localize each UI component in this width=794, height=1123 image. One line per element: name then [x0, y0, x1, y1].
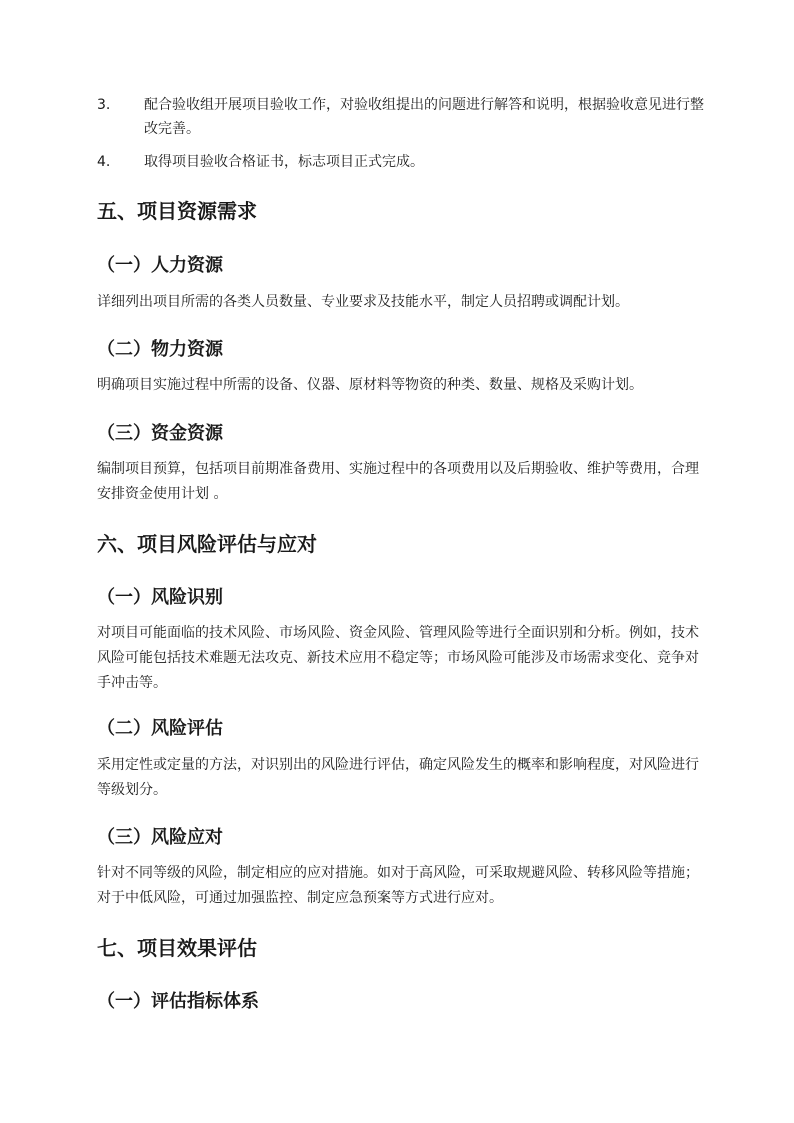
paragraph: 编制项目预算，包括项目前期准备费用、实施过程中的各项费用以及后期验收、维护等费用，合理安排资金使用计划 。: [97, 461, 699, 502]
subsection-heading: （三）资金资源: [97, 423, 223, 444]
paragraph: 采用定性或定量的方法，对识别出的风险进行评估，确定风险发生的概率和影响程度，对风险进行等级划分。: [97, 757, 699, 798]
subsection-heading: （二）风险评估: [97, 718, 223, 739]
paragraph: 明确项目实施过程中所需的设备、仪器、原材料等物资的种类、数量、规格及采购计划。: [97, 377, 643, 393]
section-heading: 五、项目资源需求: [97, 199, 257, 223]
subsection-heading: （二）物力资源: [97, 339, 223, 360]
paragraph: 对项目可能面临的技术风险、市场风险、资金风险、管理风险等进行全面识别和分析。例如，技术风险可能包括技术难题无法攻克、新技术应用不稳定等；市场风险可能涉及市场需求变化、竞争对手冲击等。: [97, 625, 699, 691]
subsection-heading: （一）人力资源: [97, 255, 223, 276]
section-heading: 七、项目效果评估: [97, 936, 257, 960]
subsection-heading: （一）风险识别: [97, 587, 223, 608]
list-text: 配合验收组开展项目验收工作，对验收组提出的问题进行解答和说明，根据验收意见进行整改完善。: [144, 97, 704, 137]
paragraph: 详细列出项目所需的各类人员数量、专业要求及技能水平，制定人员招聘或调配计划。: [97, 294, 629, 310]
subsection-heading: （三）风险应对: [97, 827, 223, 848]
subsection-heading: （一）评估指标体系: [97, 991, 259, 1012]
section-heading: 六、项目风险评估与应对: [97, 532, 317, 556]
list-text: 取得项目验收合格证书，标志项目正式完成。: [144, 154, 424, 170]
list-number: 3.: [97, 97, 111, 113]
paragraph: 针对不同等级的风险，制定相应的应对措施。如对于高风险，可采取规避风险、转移风险等措施；对于中低风险，可通过加强监控、制定应急预案等方式进行应对。: [97, 865, 699, 906]
list-number: 4.: [97, 154, 111, 170]
